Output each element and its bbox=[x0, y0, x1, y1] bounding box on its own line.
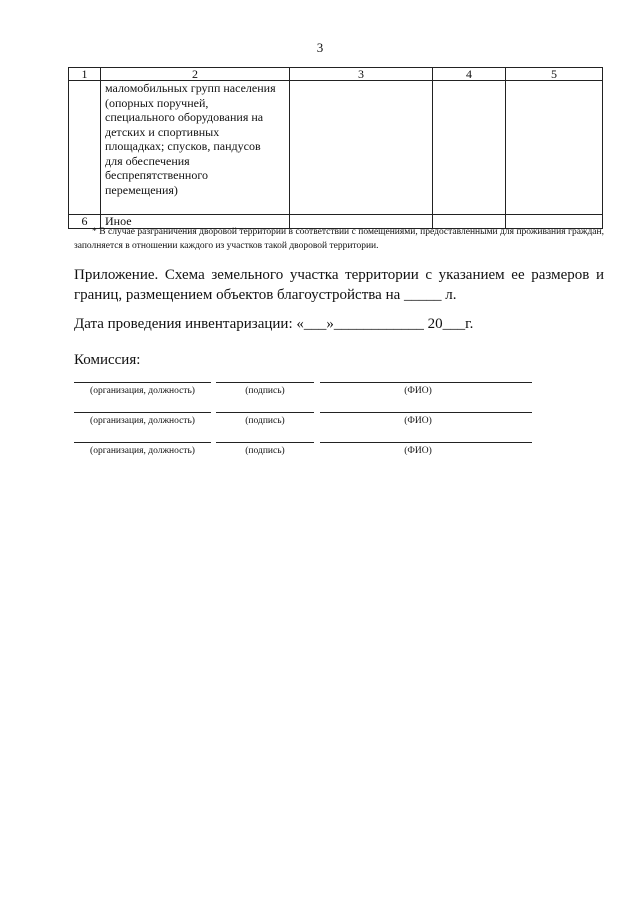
description-line: площадках; спусков, пандусов bbox=[105, 139, 261, 153]
signature-org-line bbox=[74, 412, 211, 413]
row-cell-5 bbox=[506, 81, 603, 215]
description-line: (опорных поручней, bbox=[105, 95, 209, 110]
col-header-4: 4 bbox=[433, 68, 506, 81]
footnote: * В случае разграничения дворовой территории в соответствии с помещениями, предоставленными для проживания граждан, заполняется в отношении каждого из участков такой дворовой территории. bbox=[74, 227, 604, 251]
description-line: маломобильных групп населения bbox=[105, 81, 276, 95]
signature-sign-caption: (подпись) bbox=[245, 416, 285, 426]
table-header-row bbox=[69, 68, 603, 81]
signature-sign-line bbox=[216, 442, 314, 443]
description-line: перемещения) bbox=[105, 182, 178, 197]
col-header-3: 3 bbox=[290, 68, 433, 81]
commission-label: Комиссия: bbox=[74, 352, 141, 368]
signature-name-line bbox=[320, 412, 532, 413]
description-line: для обеспечения bbox=[105, 153, 190, 168]
col-header-1: 1 bbox=[69, 68, 101, 81]
row-description-cell: Иное bbox=[101, 215, 290, 229]
signature-sign-caption: (подпись) bbox=[245, 446, 285, 456]
signature-org-caption: (организация, должность) bbox=[90, 416, 195, 426]
description-line: специального оборудования на bbox=[105, 110, 264, 124]
inventory-table bbox=[68, 67, 603, 229]
signature-org-line bbox=[74, 382, 211, 383]
page-number: 3 bbox=[316, 40, 324, 55]
description-line: беспрепятственного bbox=[105, 168, 208, 182]
signature-name-line bbox=[320, 442, 532, 443]
inventory-date-line: Дата проведения инвентаризации: «___»____________ 20___г. bbox=[74, 316, 474, 332]
signature-name-caption: (ФИО) bbox=[404, 446, 432, 456]
row-cell-4 bbox=[433, 81, 506, 215]
appendix-paragraph: Приложение. Схема земельного участка территории с указанием ее размеров и границ, размещением объектов благоустройства на _____ л. bbox=[74, 267, 604, 303]
signature-name-caption: (ФИО) bbox=[404, 416, 432, 426]
col-header-2: 2 bbox=[101, 68, 290, 81]
col-header-5: 5 bbox=[506, 68, 603, 81]
signature-sign-line bbox=[216, 382, 314, 383]
signature-sign-caption: (подпись) bbox=[245, 386, 285, 396]
row-cell-3 bbox=[290, 81, 433, 215]
signature-org-caption: (организация, должность) bbox=[90, 446, 195, 456]
table-row bbox=[69, 81, 603, 215]
row-number-cell: 6 bbox=[69, 215, 101, 229]
row-number-cell bbox=[69, 81, 101, 215]
description-line: детских и спортивных bbox=[105, 124, 220, 139]
signature-name-caption: (ФИО) bbox=[404, 386, 432, 396]
signature-org-line bbox=[74, 442, 211, 443]
row-description-cell bbox=[101, 81, 290, 215]
signature-sign-line bbox=[216, 412, 314, 413]
signature-name-line bbox=[320, 382, 532, 383]
signature-org-caption: (организация, должность) bbox=[90, 386, 195, 396]
